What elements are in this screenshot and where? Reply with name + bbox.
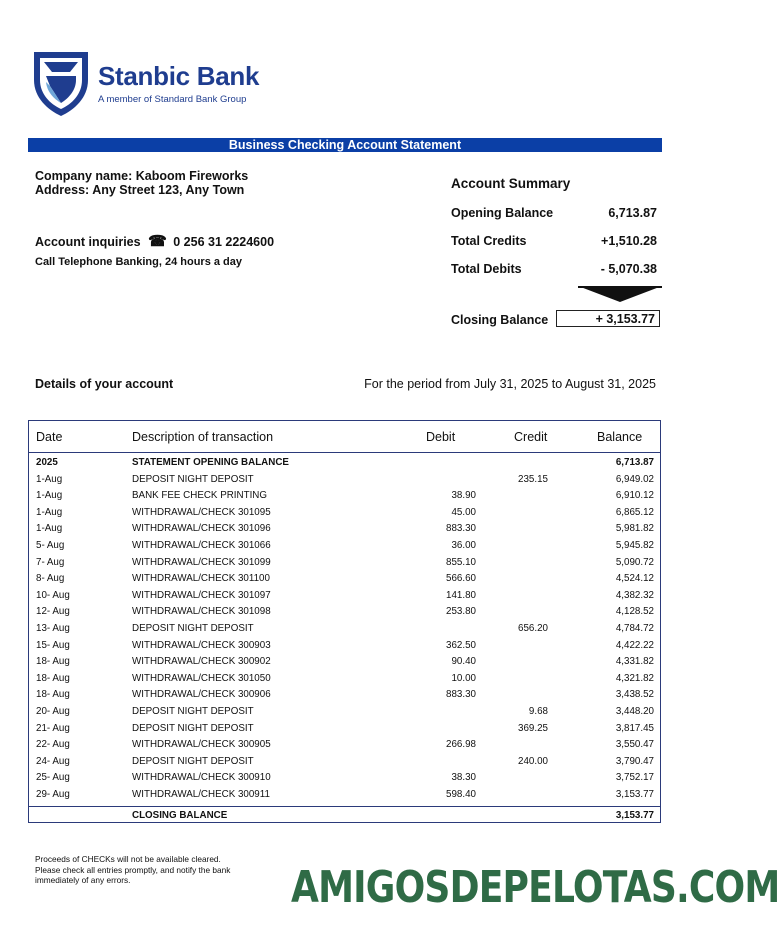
row-balance: 3,438.52 (615, 689, 654, 701)
opening-value: 6,713.87 (608, 206, 657, 220)
table-header (29, 421, 660, 453)
row-date: 1-Aug (36, 473, 63, 485)
row-debit: 10.00 (451, 672, 476, 684)
row-date: 2025 (36, 457, 58, 468)
table-row (29, 505, 660, 522)
table-row (29, 521, 660, 538)
row-balance: 6,910.12 (615, 490, 654, 502)
row-debit: 141.80 (446, 589, 476, 601)
row-date: 5- Aug (36, 540, 65, 551)
company-name: Company name: Kaboom Fireworks (35, 169, 249, 183)
header-date: Date (36, 430, 63, 444)
row-balance: 6,865.12 (615, 506, 654, 518)
row-balance: 5,945.82 (615, 540, 654, 551)
table-row (29, 455, 660, 472)
row-debit: 38.90 (451, 490, 476, 502)
table-row (29, 770, 660, 787)
row-description: DEPOSIT NIGHT DEPOSIT (132, 722, 254, 734)
row-credit: 9.68 (528, 706, 548, 717)
row-debit: 36.00 (451, 540, 476, 551)
row-debit: 253.80 (446, 606, 476, 618)
row-description: WITHDRAWAL/CHECK 301099 (132, 556, 271, 568)
table-row (29, 687, 660, 704)
row-description: WITHDRAWAL/CHECK 301098 (132, 606, 271, 618)
table-row (29, 538, 660, 555)
table-row (29, 488, 660, 505)
row-date: 13- Aug (36, 623, 70, 634)
row-description: WITHDRAWAL/CHECK 300902 (132, 656, 271, 668)
row-date: 10- Aug (36, 589, 70, 601)
table-row (29, 671, 660, 688)
summary-debits (451, 262, 657, 276)
table-row (29, 571, 660, 588)
row-description: WITHDRAWAL/CHECK 300903 (132, 639, 271, 651)
row-date: 12- Aug (36, 606, 70, 618)
row-balance: 4,422.22 (615, 639, 654, 651)
row-debit: 38.30 (451, 772, 476, 784)
row-balance: 6,949.02 (615, 473, 654, 485)
closing-value: + 3,153.77 (556, 310, 660, 327)
statement-period: For the period from July 31, 2025 to August 31, 2025 (364, 377, 656, 391)
closing-row-label: CLOSING BALANCE (132, 810, 228, 821)
row-description: WITHDRAWAL/CHECK 301095 (132, 506, 271, 518)
row-description: DEPOSIT NIGHT DEPOSIT (132, 755, 254, 767)
inquiries-note: Call Telephone Banking, 24 hours a day (35, 256, 243, 268)
bank-name: Stanbic Bank (98, 61, 260, 91)
row-date: 29- Aug (36, 789, 70, 800)
table-row (29, 754, 660, 771)
row-debit: 45.00 (451, 506, 476, 518)
summary-opening (451, 206, 657, 220)
row-date: 15- Aug (36, 639, 70, 651)
debits-value: - 5,070.38 (600, 262, 657, 276)
row-credit: 235.15 (518, 473, 548, 485)
row-date: 18- Aug (36, 672, 70, 684)
credits-value: +1,510.28 (601, 234, 657, 248)
watermark: AMIGOSDEPELOTAS.COM (291, 862, 780, 913)
row-description: WITHDRAWAL/CHECK 300911 (132, 789, 270, 800)
opening-label: Opening Balance (451, 206, 554, 220)
table-row (29, 472, 660, 489)
row-balance: 4,128.52 (615, 606, 654, 618)
row-description: WITHDRAWAL/CHECK 301066 (132, 540, 271, 551)
row-description: WITHDRAWAL/CHECK 301097 (132, 589, 271, 601)
table-row (29, 621, 660, 638)
bank-tagline: A member of Standard Bank Group (98, 94, 247, 105)
closing-balance-row (29, 806, 660, 824)
row-date: 18- Aug (36, 656, 70, 668)
header-balance: Balance (597, 430, 643, 444)
table-row (29, 555, 660, 572)
summary-title: Account Summary (451, 176, 571, 191)
table-row (29, 654, 660, 671)
header-credit: Credit (514, 430, 548, 444)
closing-label: Closing Balance (451, 313, 549, 327)
row-description: WITHDRAWAL/CHECK 300906 (132, 689, 271, 701)
row-description: STATEMENT OPENING BALANCE (132, 457, 289, 468)
row-credit: 369.25 (518, 722, 548, 734)
row-debit: 883.30 (446, 523, 476, 535)
inquiries-label: Account inquiries (35, 235, 141, 249)
row-description: BANK FEE CHECK PRINTING (132, 490, 267, 502)
row-date: 24- Aug (36, 755, 70, 767)
row-balance: 4,524.12 (615, 573, 654, 585)
row-date: 7- Aug (36, 556, 65, 568)
table-row (29, 787, 660, 804)
debits-label: Total Debits (451, 262, 522, 276)
header-description: Description of transaction (132, 430, 274, 444)
row-debit: 362.50 (446, 639, 476, 651)
footnote: Proceeds of CHECKs will not be available cleared. Please check all entries promptly, and notify the bank immediately of any errors. (35, 854, 231, 885)
table-row (29, 604, 660, 621)
row-description: DEPOSIT NIGHT DEPOSIT (132, 473, 254, 485)
row-description: WITHDRAWAL/CHECK 301096 (132, 523, 271, 535)
row-balance: 3,752.17 (615, 772, 654, 784)
row-balance: 6,713.87 (615, 457, 654, 468)
account-inquiries (35, 235, 274, 249)
row-credit: 240.00 (518, 755, 548, 767)
row-date: 22- Aug (36, 739, 70, 751)
closing-row-balance: 3,153.77 (615, 810, 654, 821)
table-row (29, 588, 660, 605)
row-description: DEPOSIT NIGHT DEPOSIT (132, 706, 254, 717)
row-balance: 5,090.72 (615, 556, 654, 568)
row-debit: 855.10 (446, 556, 476, 568)
stanbic-shield-icon (30, 46, 92, 118)
table-row (29, 704, 660, 721)
row-balance: 3,817.45 (615, 722, 654, 734)
row-date: 1-Aug (36, 506, 63, 518)
row-debit: 90.40 (451, 656, 476, 668)
table-row (29, 638, 660, 655)
row-balance: 3,790.47 (615, 755, 654, 767)
telephone-icon: ☎ (148, 233, 167, 250)
row-debit: 883.30 (446, 689, 476, 701)
row-balance: 4,382.32 (615, 589, 654, 601)
row-balance: 3,448.20 (615, 706, 654, 717)
credits-label: Total Credits (451, 234, 527, 248)
row-description: WITHDRAWAL/CHECK 300905 (132, 739, 271, 751)
row-date: 18- Aug (36, 689, 70, 701)
row-date: 1-Aug (36, 490, 63, 502)
row-debit: 566.60 (446, 573, 476, 585)
statement-title: Business Checking Account Statement (28, 138, 662, 152)
row-date: 8- Aug (36, 573, 65, 585)
row-balance: 4,784.72 (615, 623, 654, 634)
transactions-table (28, 420, 661, 823)
row-date: 25- Aug (36, 772, 70, 784)
row-balance: 3,153.77 (615, 789, 654, 800)
row-balance: 4,331.82 (615, 656, 654, 668)
row-description: DEPOSIT NIGHT DEPOSIT (132, 623, 254, 634)
row-balance: 5,981.82 (615, 523, 654, 535)
bank-logo (28, 44, 260, 120)
row-description: WITHDRAWAL/CHECK 301050 (132, 672, 271, 684)
row-credit: 656.20 (518, 623, 548, 634)
row-description: WITHDRAWAL/CHECK 300910 (132, 772, 271, 784)
row-debit: 598.40 (446, 789, 476, 800)
company-address: Address: Any Street 123, Any Town (35, 183, 245, 197)
row-description: WITHDRAWAL/CHECK 301100 (132, 573, 270, 585)
table-row (29, 737, 660, 754)
row-date: 1-Aug (36, 523, 63, 535)
row-balance: 3,550.47 (615, 739, 654, 751)
details-label: Details of your account (35, 377, 174, 391)
down-arrow-icon (578, 286, 662, 302)
header-debit: Debit (426, 430, 456, 444)
summary-credits (451, 234, 657, 248)
row-balance: 4,321.82 (615, 672, 654, 684)
row-debit: 266.98 (446, 739, 476, 751)
inquiries-phone: 0 256 31 2224600 (173, 235, 275, 249)
row-date: 21- Aug (36, 722, 70, 734)
table-row (29, 721, 660, 738)
row-date: 20- Aug (36, 706, 70, 717)
